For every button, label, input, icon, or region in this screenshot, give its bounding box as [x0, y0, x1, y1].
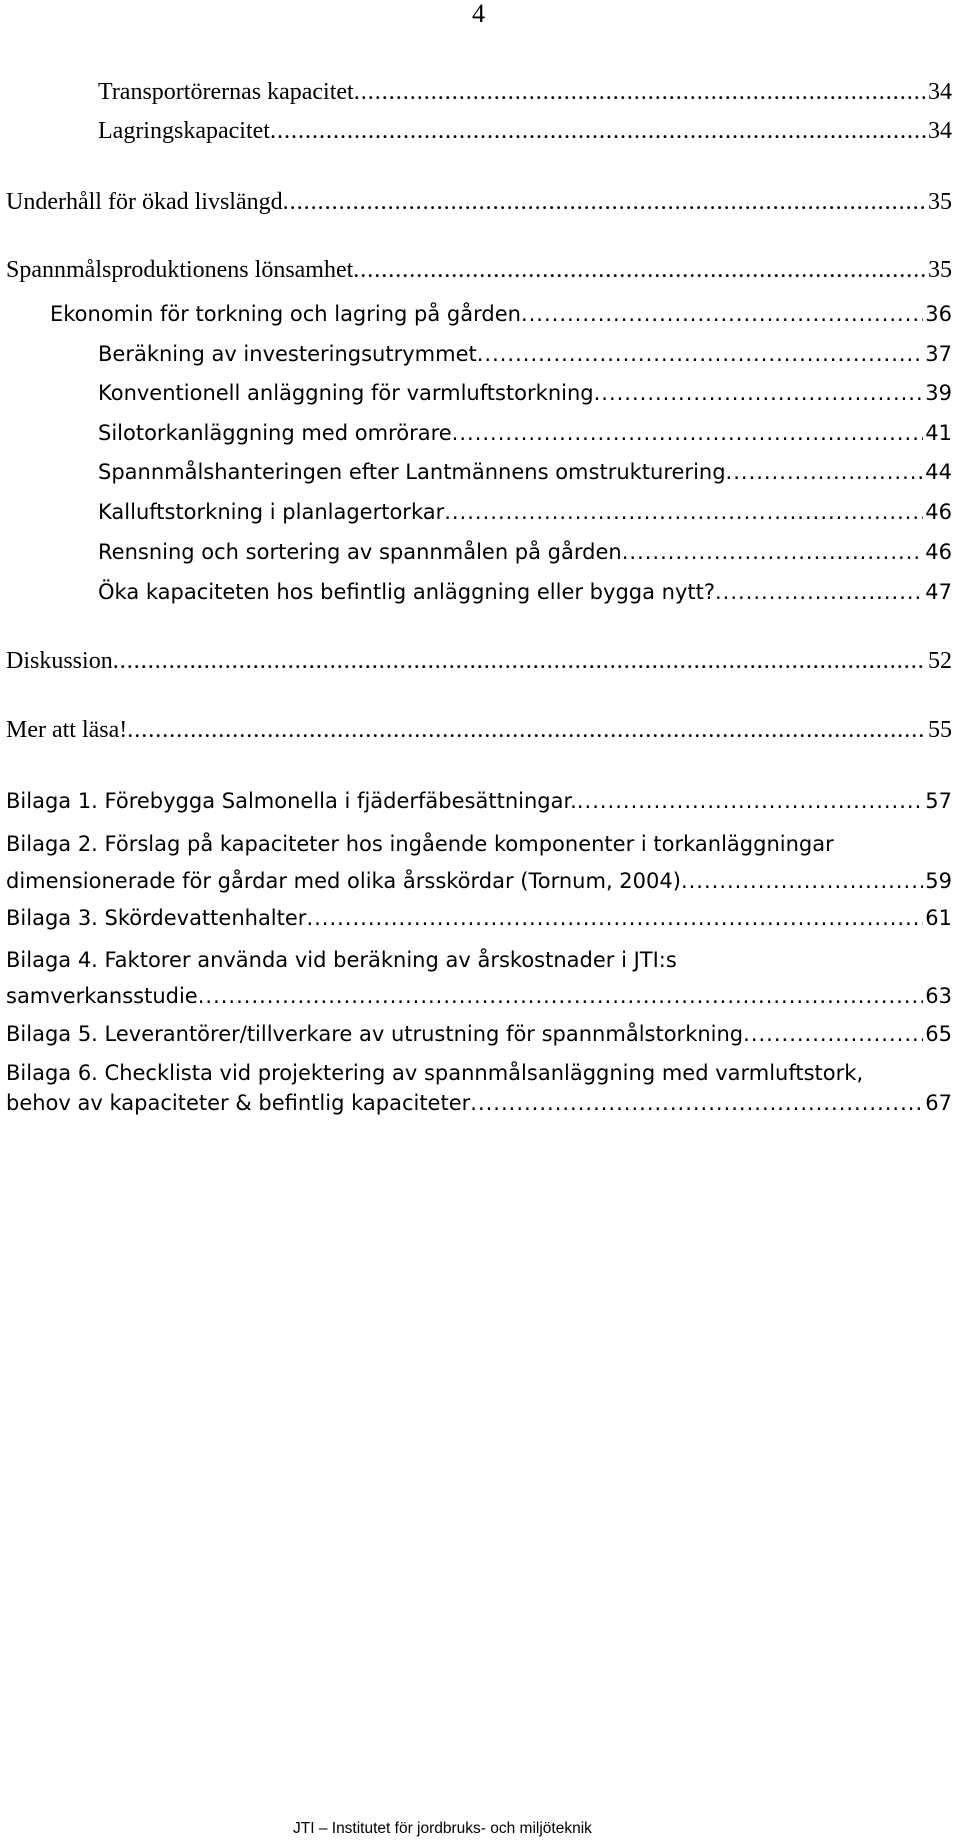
toc-entry[interactable] [50, 299, 952, 329]
toc-entry[interactable] [6, 715, 952, 745]
toc-entry-page: 57 [925, 789, 952, 813]
toc-entry-title: Silotorkanläggning med omrörare [98, 421, 452, 445]
dot-leader [477, 339, 924, 369]
toc-entry-page: 36 [925, 302, 952, 326]
toc-entry-page: 34 [928, 118, 952, 144]
toc-entry-title: Spannmålsproduktionens lönsamhet [6, 257, 354, 283]
toc-entry-title: Kalluftstorkning i planlagertorkar [98, 500, 445, 524]
toc-entry[interactable] [6, 255, 952, 285]
toc-entry-title: Rensning och sortering av spannmålen på gården [98, 540, 622, 564]
dot-leader [354, 77, 926, 107]
dot-leader [353, 255, 926, 285]
page-number: 4 [472, 0, 485, 28]
toc-entry-title-line-1: Bilaga 4. Faktorer använda vid beräkning av årskostnader i JTI:s [6, 948, 677, 972]
toc-entry[interactable] [6, 786, 952, 816]
toc-entry[interactable] [6, 945, 952, 1011]
dot-leader [681, 866, 923, 896]
dot-leader [444, 497, 923, 527]
toc-entry[interactable] [98, 378, 952, 408]
toc-entry-page: 46 [925, 500, 952, 524]
toc-entry-title: Ekonomin för torkning och lagring på gården [50, 302, 521, 326]
toc-entry-title: Lagringskapacitet [98, 118, 270, 144]
dot-leader [521, 299, 923, 329]
toc-entry[interactable] [6, 1058, 952, 1118]
toc-entry-title: behov av kapaciteter & befintlig kapaciteter [6, 1091, 471, 1115]
dot-leader [622, 537, 924, 567]
toc-entry[interactable] [98, 116, 952, 146]
toc-entry-title: Mer att läsa! [6, 717, 128, 743]
toc-entry[interactable] [98, 418, 952, 448]
toc-entry-page: 35 [928, 257, 952, 283]
toc-entry-title: Öka kapaciteten hos befintlig anläggning eller bygga nytt? [98, 580, 715, 604]
toc-entry-page: 61 [925, 906, 952, 930]
toc-entry-title: Spannmålshanteringen efter Lantmännens omstrukturering [98, 460, 726, 484]
toc-entry[interactable] [6, 829, 952, 896]
toc-entry-page: 39 [925, 381, 952, 405]
dot-leader [577, 786, 923, 816]
dot-leader [306, 903, 923, 933]
toc-entry[interactable] [98, 77, 952, 107]
footer: JTI – Institutet för jordbruks- och miljöteknik [293, 1820, 592, 1837]
dot-leader [198, 981, 924, 1011]
dot-leader [127, 715, 926, 745]
toc-entry[interactable] [98, 457, 952, 487]
toc-entry-page: 44 [925, 460, 952, 484]
toc-entry-page: 65 [925, 1022, 952, 1046]
toc-entry-title: Beräkning av investeringsutrymmet [98, 342, 477, 366]
toc-entry[interactable] [98, 339, 952, 369]
toc-entry-page: 35 [928, 189, 952, 215]
toc-entry-title: Transportörernas kapacitet [98, 79, 354, 105]
toc-entry-title: Bilaga 1. Förebygga Salmonella i fjäderfäbesättningar. [6, 789, 577, 813]
toc-entry[interactable] [6, 646, 952, 676]
dot-leader [113, 646, 926, 676]
toc-entry-title-line-1: Bilaga 6. Checklista vid projektering av spannmålsanläggning med varmluftstork, [6, 1061, 864, 1085]
dot-leader [726, 457, 924, 487]
toc-entry-page: 37 [925, 342, 952, 366]
dot-leader [743, 1019, 923, 1049]
toc-entry-page: 52 [928, 648, 952, 674]
toc-entry[interactable] [6, 1019, 952, 1049]
dot-leader [470, 1088, 923, 1118]
toc-entry[interactable] [98, 537, 952, 567]
toc-entry-title: Diskussion [6, 648, 113, 674]
toc-entry-page: 55 [928, 717, 952, 743]
toc-entry-page: 34 [928, 79, 952, 105]
toc-entry-page: 63 [925, 984, 952, 1008]
toc-entry-title: Konventionell anläggning för varmluftstorkning [98, 381, 594, 405]
toc-entry-page: 59 [925, 869, 952, 893]
toc-entry-page: 67 [925, 1091, 952, 1115]
dot-leader [452, 418, 924, 448]
dot-leader [715, 577, 923, 607]
toc-entry-title-line-1: Bilaga 2. Förslag på kapaciteter hos ingående komponenter i torkanläggningar [6, 832, 834, 856]
toc-entry-title: Underhåll för ökad livslängd [6, 189, 283, 215]
toc-entry[interactable] [98, 577, 952, 607]
toc-entry-title: Bilaga 3. Skördevattenhalter [6, 906, 307, 930]
dot-leader [283, 187, 926, 217]
toc-entry[interactable] [6, 903, 952, 933]
toc-entry[interactable] [6, 187, 952, 217]
toc-entry-page: 41 [925, 421, 952, 445]
toc-entry-title: Bilaga 5. Leverantörer/tillverkare av utrustning för spannmålstorkning [6, 1022, 744, 1046]
toc-entry-title: dimensionerade för gårdar med olika årsskördar (Tornum, 2004) [6, 869, 681, 893]
toc-entry-page: 46 [925, 540, 952, 564]
toc-entry-page: 47 [925, 580, 952, 604]
toc-entry[interactable] [98, 497, 952, 527]
dot-leader [594, 378, 924, 408]
dot-leader [270, 116, 926, 146]
toc-entry-title: samverkansstudie [6, 984, 198, 1008]
